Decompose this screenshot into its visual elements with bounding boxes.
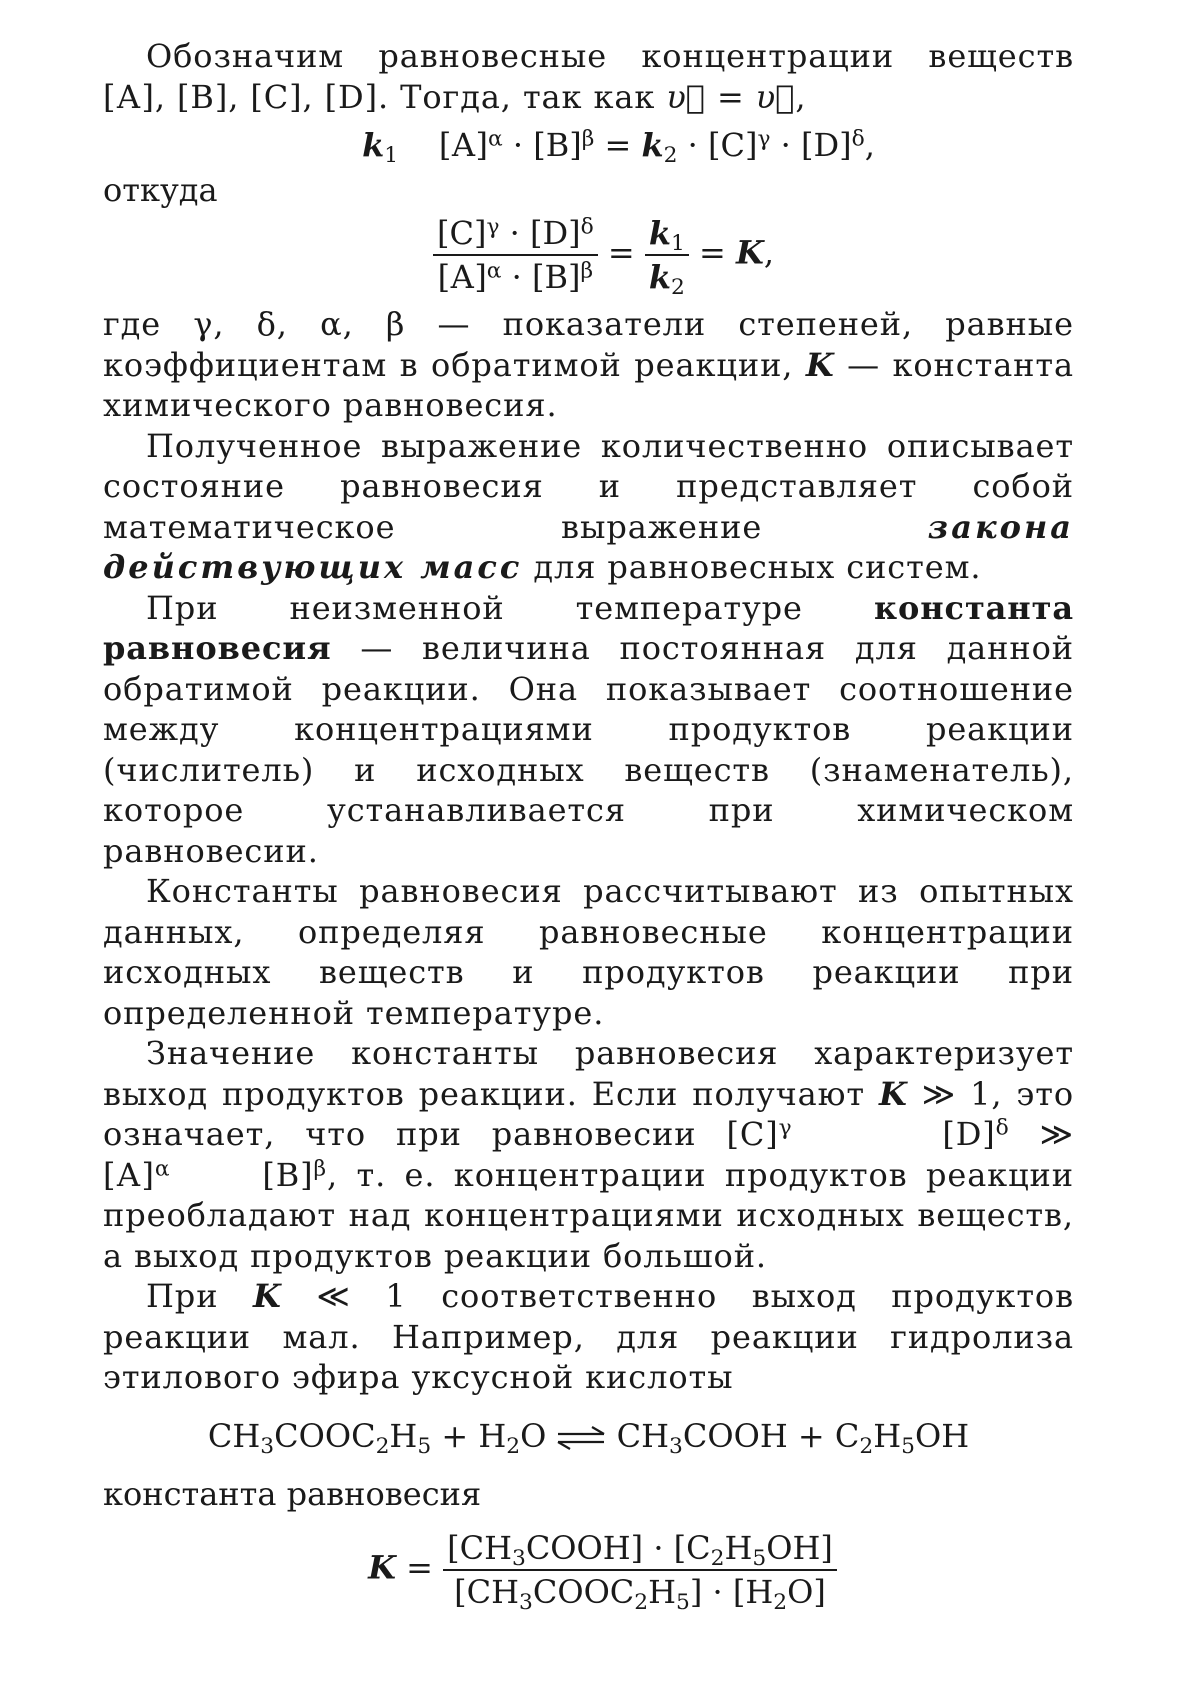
hydrolysis-reaction — [103, 1416, 1074, 1457]
eq-term: [С] — [436, 214, 487, 252]
paragraph-large-k — [103, 1033, 1074, 1276]
paragraph-constant-definition — [103, 588, 1074, 872]
eq-exponent: α — [486, 258, 502, 284]
fraction-denominator — [443, 1571, 837, 1613]
eq-exponent: δ — [995, 1115, 1010, 1141]
formula-part: [H — [732, 1572, 774, 1611]
word-otkuda: откуда — [103, 170, 218, 209]
eq-term: [В] — [533, 126, 582, 164]
eq-term: [D] — [942, 1115, 996, 1153]
formula-part: COOH] — [525, 1528, 644, 1567]
eq-symbol: K — [253, 1277, 282, 1315]
formula-part: [CH — [447, 1528, 512, 1567]
eq-operator: · — [499, 214, 530, 252]
formula-subscript: 2 — [710, 1545, 725, 1571]
formula-part: C — [834, 1416, 860, 1455]
fraction-numerator — [433, 212, 598, 256]
bold-term: константа равновесия — [103, 588, 1074, 667]
formula-subscript: 2 — [634, 1589, 649, 1615]
formula-part: O — [520, 1416, 547, 1455]
formula-part: [CH — [454, 1572, 519, 1611]
eq-subscript: 1 — [671, 231, 685, 257]
fraction-denominator — [433, 256, 598, 298]
eq-operator: = — [607, 233, 645, 272]
eq-term: [D] — [529, 214, 581, 252]
eq-exponent: δ — [580, 214, 594, 240]
text: При — [146, 1277, 254, 1315]
eq-operator: ≫ — [1009, 1115, 1074, 1153]
eq-exponent: α — [488, 126, 503, 152]
formula-subscript: 5 — [752, 1545, 767, 1571]
formula-part: H — [648, 1572, 677, 1611]
eq-term: [С] — [708, 126, 758, 164]
formula-subscript: 5 — [676, 1589, 690, 1615]
eq-term: [В] — [532, 258, 581, 296]
text: для равновесных систем. — [522, 548, 982, 586]
text: ≫ 1, это означает, что при равновесии — [103, 1074, 1074, 1153]
formula-subscript: 2 — [859, 1433, 874, 1459]
formula-part: O] — [787, 1572, 826, 1611]
formula-subscript: 5 — [901, 1433, 915, 1459]
eq-exponent: γ — [757, 126, 771, 152]
eq-operator: · — [501, 258, 533, 296]
text: Обозначим равновесные концентрации веществ [А], [В], [С], [D]. Тогда, так как — [103, 37, 1074, 116]
text: , — [795, 77, 807, 116]
formula-part: [C — [673, 1528, 711, 1567]
formula-part: COOC — [532, 1572, 635, 1611]
formula-part: ] — [689, 1572, 703, 1611]
paragraph-notation — [103, 36, 1074, 117]
formula-subscript: 3 — [511, 1545, 526, 1571]
formula-part: CH — [207, 1416, 261, 1455]
eq-term: [D] — [800, 126, 852, 164]
formula-subscript: 3 — [669, 1433, 683, 1459]
text: ≪ 1 соответственно выход продуктов реакции мал. Например, для реакции гидролиза этилового эфира уксусной кислоты — [103, 1277, 1075, 1396]
concentration-fraction — [433, 212, 598, 298]
formula-part: COOC — [274, 1416, 376, 1455]
eq-symbol: K — [805, 345, 835, 384]
text: = — [705, 77, 756, 116]
eq-exponent: β — [580, 258, 594, 284]
eq-operator: · — [677, 126, 708, 164]
formula-subscript: 3 — [260, 1433, 275, 1459]
eq-operator: = — [395, 1548, 444, 1586]
text: — константа химического равновесия. — [103, 345, 1074, 424]
paragraph-exponents — [103, 304, 1074, 426]
formula-subscript: 3 — [519, 1589, 533, 1615]
eq-operator: + — [787, 1416, 835, 1455]
fraction-numerator — [645, 212, 689, 256]
paragraph-small-k — [103, 1276, 1074, 1398]
formula-part: H — [873, 1416, 902, 1455]
eq-term: [А] — [103, 1155, 155, 1194]
eq-exponent: γ — [486, 214, 500, 240]
eq-symbol: k — [362, 126, 385, 164]
eq-symbol: k — [648, 214, 672, 252]
paragraph-mass-action — [103, 426, 1074, 588]
eq-symbol: k — [641, 126, 664, 164]
formula-subscript: 2 — [773, 1589, 788, 1615]
formula-part: H — [478, 1416, 507, 1455]
eq-exponent: β — [313, 1156, 328, 1182]
eq-term: [А] — [438, 126, 489, 164]
formula-part: OH] — [766, 1528, 833, 1567]
ester-fraction — [443, 1527, 837, 1613]
text: Полученное выражение количественно описывает состояние равновесия и представляет собой математическое выражение — [103, 426, 1074, 546]
eq-exponent: α — [154, 1156, 171, 1182]
eq-exponent: γ — [778, 1115, 793, 1141]
eq-operator: = — [594, 126, 642, 164]
fraction-denominator — [645, 256, 689, 301]
text: где γ, δ, α, β — показатели степеней, равные коэффициентам в обратимой реакции, — [103, 305, 1074, 384]
text: — величина постоянная для данной обратимой реакции. Она показывает соотношение между концентрациями продуктов реакции (числитель) и исходных веществ (знаменатель), которое устанавливается при химическом равновесии. — [103, 629, 1074, 870]
eq-symbol: k — [648, 258, 672, 296]
eq-subscript: 2 — [671, 275, 685, 301]
emphasized-term: закона действующих масс — [103, 507, 1074, 586]
rate-equality-equation — [103, 125, 1074, 169]
eq-operator: · — [702, 1572, 733, 1611]
formula-part: OH — [914, 1416, 970, 1455]
paragraph-calculation: Константы равновесия рассчитывают из опытных данных, определяя равновесные концентрации исходных веществ и продуктов реакции при определенной температуре. — [103, 872, 1074, 1032]
eq-subscript: 1 — [384, 143, 399, 169]
eq-symbol: K — [368, 1548, 396, 1586]
text: Значение константы равновесия характеризует выход продуктов реакции. Если получают — [103, 1034, 1074, 1113]
formula-part: CH — [616, 1416, 670, 1455]
fraction-numerator — [443, 1527, 837, 1571]
text: При неизменной температуре — [146, 588, 874, 627]
eq-operator: + — [431, 1416, 479, 1455]
eq-term: [В] — [262, 1155, 314, 1194]
equilibrium-arrows-icon — [556, 1426, 606, 1450]
eq-exponent: β — [581, 126, 595, 152]
formula-subscript: 2 — [375, 1433, 390, 1459]
text: , т. е. концентрации продуктов реакции преобладают над концентрациями исходных веществ, а выход продуктов реакции большой. — [103, 1155, 1075, 1275]
eq-term: [С] — [726, 1115, 779, 1153]
eq-operator: · — [643, 1528, 674, 1567]
word-konstanta: константа равновесия — [103, 1475, 482, 1513]
eq-symbol: K — [736, 233, 764, 272]
eq-operator: = — [699, 233, 737, 272]
formula-subscript: 2 — [506, 1433, 521, 1459]
eq-subscript: 2 — [663, 143, 678, 169]
eq-operator: · — [502, 126, 534, 164]
formula-part: COOH — [682, 1416, 788, 1455]
eq-symbol: K — [879, 1074, 908, 1113]
equilibrium-constant-equation — [103, 212, 1074, 301]
rate-constant-fraction — [645, 212, 689, 301]
eq-operator: · — [770, 126, 801, 164]
eq-operator: , — [864, 126, 875, 164]
eq-term: [А] — [437, 258, 487, 296]
eq-operator: , — [763, 233, 774, 272]
forward-rate-symbol: υ⃗ — [666, 77, 706, 116]
formula-part: H — [389, 1416, 418, 1455]
formula-subscript: 5 — [417, 1433, 432, 1459]
eq-exponent: δ — [851, 126, 865, 152]
reverse-rate-symbol: υ⃖ — [755, 77, 796, 116]
formula-part: H — [724, 1528, 753, 1567]
ester-constant-equation — [103, 1527, 1074, 1613]
